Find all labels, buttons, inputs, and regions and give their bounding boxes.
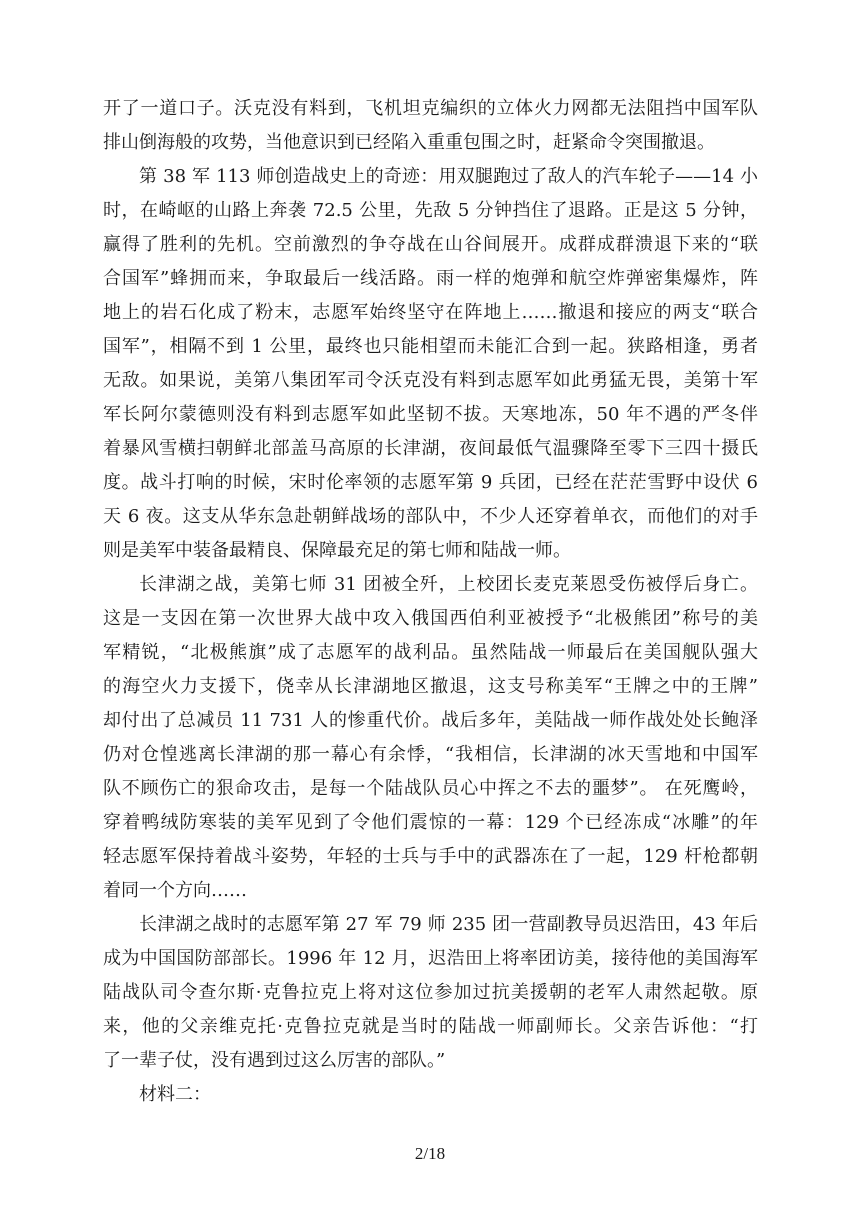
text-line: 时，在崎岖的山路上奔袭 72.5 公里，先敌 5 分钟挡住了退路。正是这 5 分钟，	[103, 200, 758, 221]
document-body	[103, 92, 758, 1112]
text-line: 第 38 军 113 师创造战史上的奇迹：用双腿跑过了敌人的汽车轮子——14 小	[139, 166, 758, 187]
text-line: 赢得了胜利的先机。空前激烈的争夺战在山谷间展开。成群成群溃退下来的“联	[103, 234, 758, 255]
text-line: 来，他的父亲维克托·克鲁拉克就是当时的陆战一师副师长。父亲告诉他：“打	[103, 1016, 758, 1037]
text-line: 却付出了总减员 11 731 人的惨重代价。战后多年，美陆战一师作战处处长鲍泽	[103, 710, 758, 731]
text-line: 地上的岩石化成了粉末，志愿军始终坚守在阵地上……撤退和接应的两支“联合	[103, 302, 758, 323]
text-line: 无敌。如果说，美第八集团军司令沃克没有料到志愿军如此勇猛无畏，美第十军	[103, 370, 758, 391]
text-line: 成为中国国防部部长。1996 年 12 月，迟浩田上将率团访美，接待他的美国海军	[103, 948, 758, 969]
text-line: 度。战斗打响的时候，宋时伦率领的志愿军第 9 兵团，已经在茫茫雪野中设伏 6	[103, 472, 758, 493]
text-line: 天 6 夜。这支从华东急赴朝鲜战场的部队中，不少人还穿着单衣，而他们的对手	[103, 506, 758, 527]
text-line: 陆战队司令查尔斯·克鲁拉克上将对这位参加过抗美援朝的老军人肃然起敬。原	[103, 982, 758, 1003]
text-line: 仍对仓惶逃离长津湖的那一幕心有余悸，“我相信，长津湖的冰天雪地和中国军	[103, 744, 758, 765]
text-line: 合国军”蜂拥而来，争取最后一线活路。雨一样的炮弹和航空炸弹密集爆炸，阵	[103, 268, 758, 289]
text-line: 国军”，相隔不到 1 公里，最终也只能相望而未能汇合到一起。狭路相逢，勇者	[103, 336, 758, 357]
text-line: 轻志愿军保持着战斗姿势，年轻的士兵与手中的武器冻在了一起，129 杆枪都朝	[103, 846, 758, 867]
text-line: 军精锐，“北极熊旗”成了志愿军的战利品。虽然陆战一师最后在美国舰队强大	[103, 642, 758, 663]
text-line: 着同一个方向……	[103, 880, 247, 901]
text-line: 材料二：	[139, 1084, 211, 1105]
text-line: 这是一支因在第一次世界大战中攻入俄国西伯利亚被授予“北极熊团”称号的美	[103, 608, 758, 629]
page-number: 2/18	[414, 1144, 446, 1163]
text-line: 长津湖之战，美第七师 31 团被全歼，上校团长麦克莱恩受伤被俘后身亡。	[139, 574, 758, 595]
text-line: 着暴风雪横扫朝鲜北部盖马高原的长津湖，夜间最低气温骤降至零下三四十摄氏	[103, 438, 758, 459]
text-line: 队不顾伤亡的狠命攻击，是每一个陆战队员心中挥之不去的噩梦”。 在死鹰岭，	[103, 778, 758, 799]
text-line: 排山倒海般的攻势，当他意识到已经陷入重重包围之时，赶紧命令突围撤退。	[103, 132, 715, 153]
text-line: 的海空火力支援下，侥幸从长津湖地区撤退，这支号称美军“王牌之中的王牌”	[103, 676, 758, 697]
text-line: 则是美军中装备最精良、保障最充足的第七师和陆战一师。	[103, 540, 571, 561]
text-line: 长津湖之战时的志愿军第 27 军 79 师 235 团一营副教导员迟浩田，43 年后	[139, 914, 758, 935]
text-line: 开了一道口子。沃克没有料到，飞机坦克编织的立体火力网都无法阻挡中国军队	[103, 98, 758, 119]
text-line: 军长阿尔蒙德则没有料到志愿军如此坚韧不拔。天寒地冻，50 年不遇的严冬伴	[103, 404, 758, 425]
text-line: 了一辈子仗，没有遇到过这么厉害的部队。”	[103, 1050, 446, 1071]
text-line: 穿着鸭绒防寒装的美军见到了令他们震惊的一幕：129 个已经冻成“冰雕”的年	[103, 812, 758, 833]
